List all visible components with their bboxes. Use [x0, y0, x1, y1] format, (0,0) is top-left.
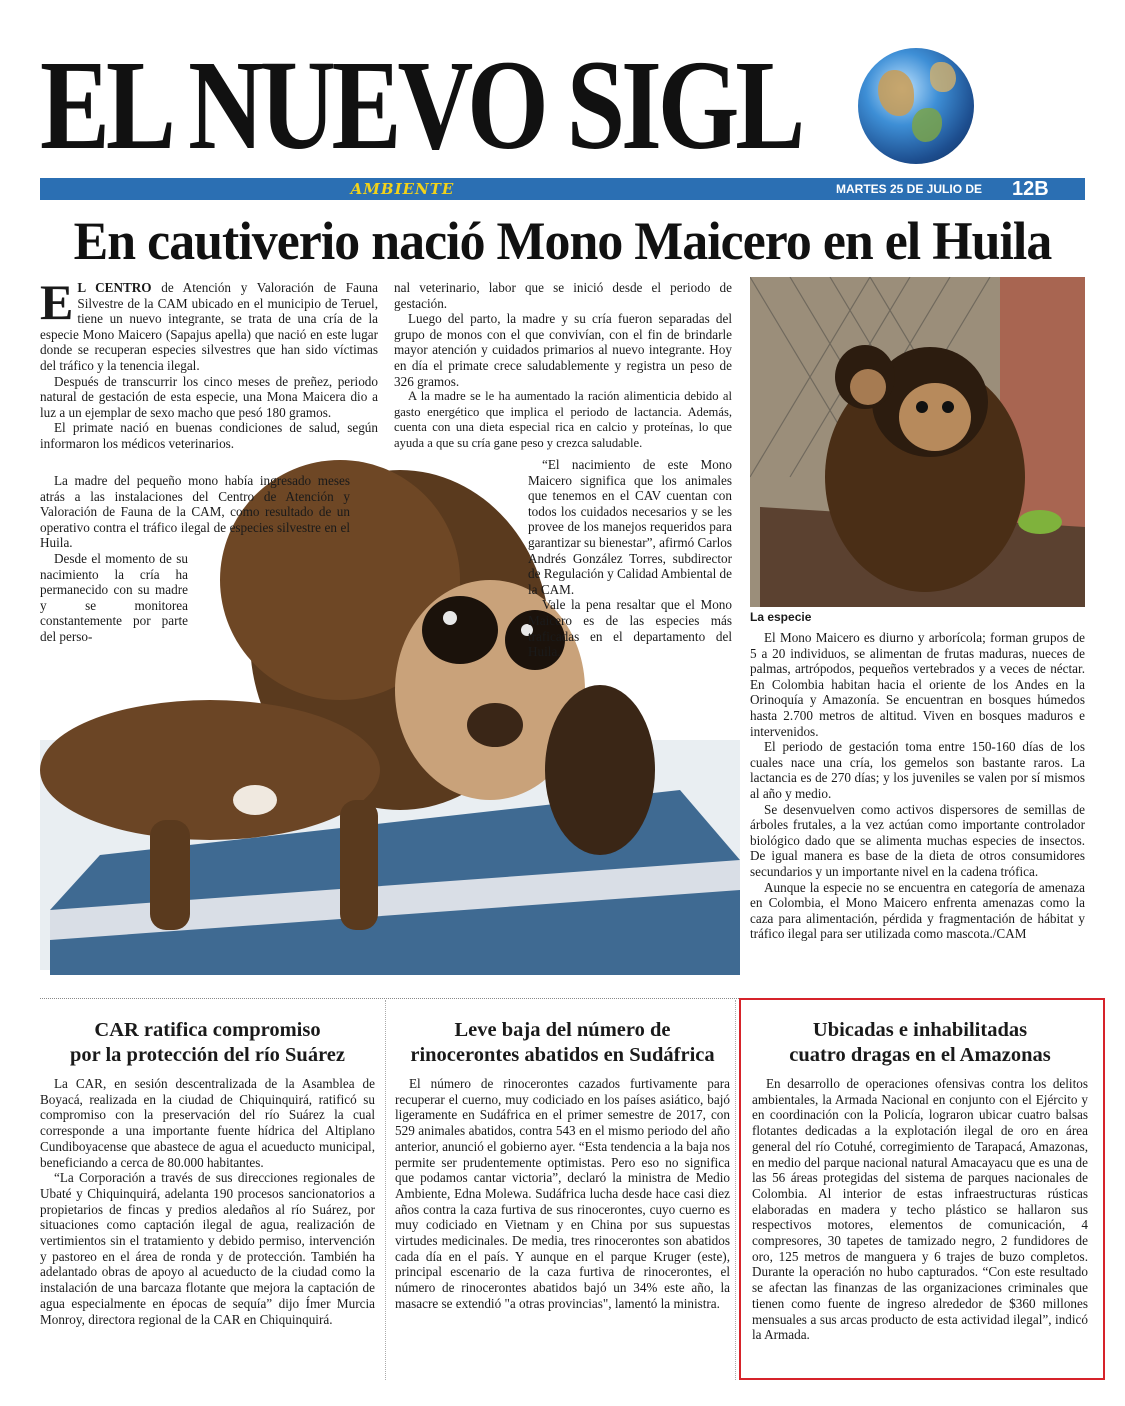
- article-paragraph: El primate nació en buenas condiciones de salud, según informaron los médicos veterinarios.: [40, 420, 378, 451]
- story-paragraph: El número de rinocerontes cazados furtivamente para recuperar el cuerno, muy codiciado en los países asiático, bajó ligeramente en Sudáfrica en el primer semestre de 2017, con 529 animales abatidos, contra 543 en el mismo periodo del año anterior, anunció el gobierno ayer. “Esta tendencia a la baja nos permite ser prudentemente optimistas. Pero eso no significa que podamos cantar victoria”, declaró la ministra de Medio Ambiente, Edna Molewa. Sudáfrica lucha desde hace casi diez años contra la caza furtiva de sus rinocerontes, cuyo cuerno es muy codiciado en Vietnam y en China por sus supuestas virtudes medicinales. De media, tres rinocerontes son abatidos cada día en el país. Y aunque en el parque Kruger (este), principal escenario de la caza furtiva de rinocerontes, el número de rinocerontes abatidos bajó un 34% este año, la masacre se extendió "a otras provincias", lamentó la ministra.: [395, 1076, 730, 1311]
- story-title-line: cuatro dragas en el Amazonas: [789, 1044, 1051, 1066]
- story-title-line: rinocerontes abatidos en Sudáfrica: [410, 1044, 715, 1066]
- story-title: [40, 1018, 375, 1068]
- section-label: AMBIENTE: [350, 180, 455, 198]
- globe-icon: [858, 48, 974, 164]
- article-column-2: [394, 280, 732, 452]
- article-paragraph: Vale la pena resaltar que el Mono Maicero es de las especies más traficadas en el departamento del Huila.: [528, 597, 732, 660]
- story-title-line: Leve baja del número de: [454, 1019, 671, 1041]
- sidebar-paragraph: El periodo de gestación toma entre 150-160 días de los cuales nace una cría, los gemelos son bastante raros. La lactancia es de 270 días; y los juveniles se valen por sí mismos al año y medio.: [750, 739, 1085, 801]
- mother-monkey-photo: [750, 277, 1085, 607]
- sidebar-title: La especie: [750, 610, 812, 624]
- article-column-1-wrap-b: [40, 551, 188, 645]
- article-paragraph: Después de transcurrir los cinco meses de preñez, periodo natural de gestación de esta especie, una Mona Maicera dio a luz a un ejemplar de sexo macho que pesó 180 gramos.: [40, 373, 378, 420]
- story-paragraph: “La Corporación a través de sus direcciones regionales de Ubaté y Chiquinquirá, adelanta 190 procesos sancionatorios a propietarios de fincas y predios aledaños al río Suárez, por situaciones como captación ilegal de agua, realización de vertimientos sin el tratamiento y debido permiso, intervención y pastoreo en el área de ronda y de protección. También ha adelantado obras de apoyo al acueducto de la ciudad como la instalación de una barcaza flotante que mejora la captación de agua especialmente en épocas de sequía” dijo Ímer Murcia Monroy, directora regional de la CAR en Chiquinquirá.: [40, 1170, 375, 1327]
- story-body: [752, 1076, 1088, 1343]
- story-title-line: por la protección del río Suárez: [69, 1044, 346, 1066]
- article-paragraph: Luego del parto, la madre y su cría fueron separadas del grupo de monos con el que convivían, con el fin de brindarle mayor atención y cuidados primarios al nuevo integrante. Hoy en día el primate crece saludablemente y registra un peso de 326 gramos.: [394, 311, 732, 389]
- article-paragraph: “El nacimiento de este Mono Maicero significa que los animales que tenemos en el CAV cuentan con todos los cuidados necesarios y se les provee de los manejos requeridos para garantizar su bienestar”, afirmó Carlos Andrés González Torres, subdirector de Regulación y Calidad Ambiental de la CAM.: [528, 457, 732, 597]
- article-paragraph: La madre del pequeño mono había ingresado meses atrás a las instalaciones del Centro de Atención y Valoración de Fauna de la CAM, como resultado de un operativo contra el tráfico ilegal de especies silvestre en el Huila.: [40, 473, 350, 551]
- story-body: [40, 1076, 375, 1327]
- article-column-1-wrap: [40, 473, 350, 551]
- article-paragraph: nal veterinario, labor que se inició desde el periodo de gestación.: [394, 280, 732, 311]
- article-lead: L CENTRO: [77, 280, 152, 295]
- masthead-title: EL NUEVO SIGL: [40, 34, 802, 176]
- story-paragraph: La CAR, en sesión descentralizada de la Asamblea de Boyacá, realizada en la ciudad de Chiquinquirá, ratificó su compromiso con la preservación del río Suárez la cual corresponde a una importante fuente hídrica del Altiplano Cundiboyacense que abastece de agua el acueducto municipal, beneficiando a cerca de 80.000 habitantes.: [40, 1076, 375, 1170]
- sidebar-column: [750, 630, 1085, 942]
- column-divider: [385, 1000, 386, 1380]
- article-paragraph: A la madre se le ha aumentado la ración alimenticia debido al gasto energético que implica el periodo de lactancia. Además, cuenta con una dieta especial rica en calcio y proteínas, lo que ayuda a que su cría gane peso y crezca saludable.: [394, 389, 732, 450]
- drop-cap: E: [40, 274, 74, 330]
- article-paragraph: de Atención y Valoración de Fauna Silvestre de la CAM ubicado en el municipio de Teruel, tiene un nuevo integrante, se trata de una cría de la especie Mono Maicero (Sapajus apella) que nació en este lugar donde se recuperan especies silvestres que han sido víctimas del tráfico y la tenencia ilegal.: [40, 280, 378, 373]
- story-body: [395, 1076, 730, 1312]
- article-column-2-wrap: [528, 457, 732, 660]
- sidebar-paragraph: Aunque la especie no se encuentra en categoría de amenaza en Colombia, el Mono Maicero enfrenta amenazas como la caza para alimentación, pérdida y fragmentación de hábitat y tráfico ilegal para ser utilizada como mascota./CAM: [750, 879, 1085, 942]
- story-title: [395, 1018, 730, 1068]
- article-column-1: [40, 274, 378, 452]
- sidebar-paragraph: El Mono Maicero es diurno y arborícola; forman grupos de 5 a 20 individuos, se alimentan de frutas maduras, nueces de palmas, artrópodos, pequeños vertebrados y a veces de néctar. En Colombia habitan hacia el oriente de los Andes en la Orinoquía y Amazonía. Se encuentran en bosques húmedos hasta 2.700 metros de altitud. Viven en bosques maduros e intervenidos.: [750, 630, 1085, 739]
- story-title-line: Ubicadas e inhabilitadas: [812, 1019, 1028, 1041]
- story-title-line: CAR ratifica compromiso: [94, 1019, 321, 1041]
- page-number: 12B: [1012, 178, 1049, 200]
- main-headline: En cautiverio nació Mono Maicero en el Huila: [73, 211, 1052, 271]
- issue-date: MARTES 25 DE JULIO DE 2017: [836, 182, 983, 214]
- story-paragraph: En desarrollo de operaciones ofensivas contra los delitos ambientales, la Armada Nacional en conjunto con el Ejército y en coordinación con la Policía, lograron ubicar cuatro balsas flotantes dedicadas a la explotación ilegal de oro en área general del río Cotuhé, corregimiento de Tarapacá, Amazonas, en medio del parque nacional natural Amacayacu que es una de las 56 áreas protegidas del sistema de parques nacionales de Colombia. Al interior de estas infraestructuras rústicas elaboradas en madera y techo plástico se hallaron sus respectivos motores, elementos de comunicación, 4 compresores, 30 tapetes de tamizado negro, 2 fundidores de oro, 125 metros de manguera y 6 trajes de buzo completos. Durante la operación no hubo capturados. “Con este resultado se afectan las finanzas de las organizaciones criminales que tienen como fuente de ingreso alrededor de $360 millones mensuales a sus arcas producto de esta actividad ilegal”, indicó la Armada.: [752, 1076, 1088, 1343]
- globe-land-shape: [930, 62, 956, 92]
- story-title: [750, 1018, 1090, 1068]
- sidebar-paragraph: Se desenvuelven como activos dispersores de semillas de árboles frutales, a la vez actúan como importante controlador biológico dado que se alimenta muchas especies de insectos. De igual manera es base de la dieta de otros consumidores secundarios y un importante nivel en la cadena trófica.: [750, 801, 1085, 879]
- column-divider: [735, 1000, 736, 1380]
- article-paragraph: Desde el momento de su nacimiento la cría ha permanecido con su madre y se monitorea constantemente por parte del perso-: [40, 551, 188, 644]
